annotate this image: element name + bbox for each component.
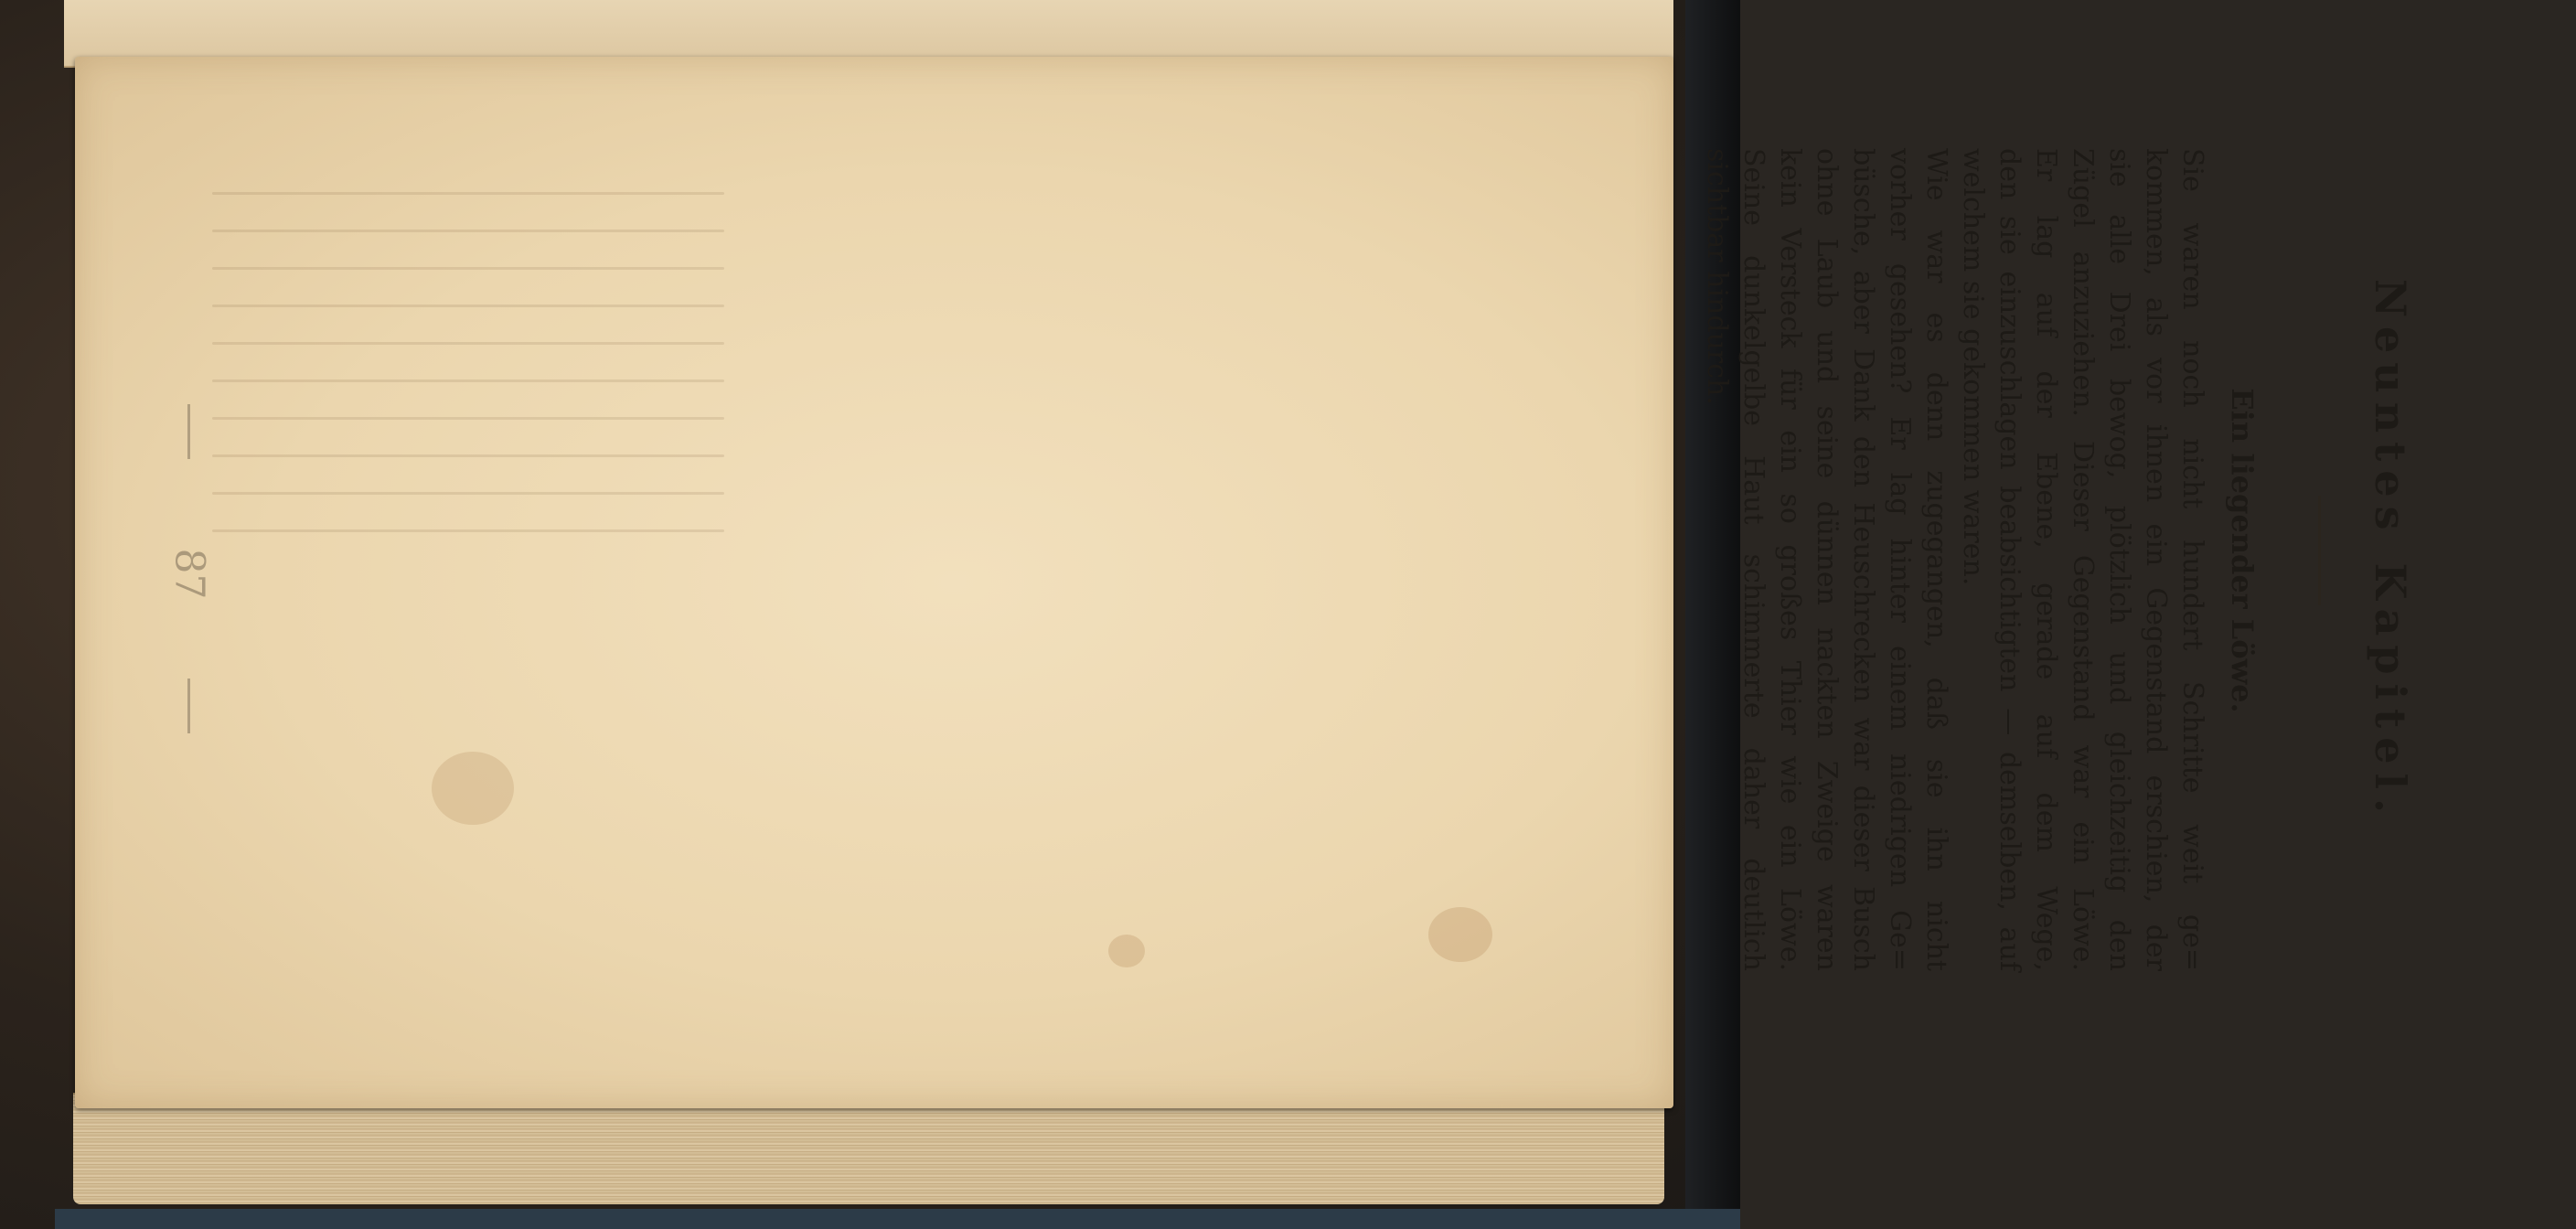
body-text xyxy=(1662,148,2210,971)
page-stack-edges xyxy=(73,1093,1664,1204)
stain xyxy=(1428,907,1492,962)
text-line: den sie einzuschlagen beabsichtigten — demselben, auf xyxy=(1993,148,2026,971)
text-line: Sie waren noch nicht hundert Schritte weit ge= xyxy=(2176,148,2208,971)
page-content-rotated xyxy=(1524,93,2576,1008)
text-line: ohne Laub und seine dünnen nackten Zweige waren xyxy=(1811,148,1843,971)
text-line: sie alle Drei bewog, plötzlich und gleichzeitig den xyxy=(2103,148,2135,971)
stain xyxy=(1108,935,1145,967)
show-through-text xyxy=(212,157,724,1072)
text-line: vorher gesehen? Er lag hinter einem niedrigen Ge= xyxy=(1884,148,1916,971)
text-line: welchem sie gekommen waren. xyxy=(1957,148,1989,586)
cover-cloth-edge xyxy=(55,1209,1740,1229)
page-number: 87 xyxy=(166,548,213,600)
text-line: Er lag auf der Ebene, gerade auf dem Wege, xyxy=(2030,148,2062,971)
text-line: büsche, aber Dank den Heuschrecken war dieser Busch xyxy=(1847,148,1879,971)
page-number-dash xyxy=(187,404,190,459)
text-line: Wie war es denn zugegangen, daß sie ihn nicht xyxy=(1920,148,1952,971)
book-page xyxy=(75,57,2415,1108)
page-number-dash xyxy=(187,679,190,733)
page-number-area xyxy=(162,404,217,733)
text-line: kommen, als vor ihnen ein Gegenstand erschien, der xyxy=(2140,148,2172,971)
text-line: kein Versteck für ein so großes Thier wie ein Löwe. xyxy=(1774,148,1806,971)
text-line: Seine dunkelgelbe Haut schimmerte daher deutlich xyxy=(1737,148,1769,971)
text-line: sichtbar hindurch. xyxy=(1701,148,1733,405)
chapter-subtitle: Ein liegender Löwe. xyxy=(2225,388,2260,713)
chapter-title: Neuntes Kapitel. xyxy=(2366,278,2415,823)
text-line: Zügel anzuziehen. Dieser Gegenstand war ein Löwe. xyxy=(2067,148,2099,971)
title-rule xyxy=(2318,496,2321,605)
